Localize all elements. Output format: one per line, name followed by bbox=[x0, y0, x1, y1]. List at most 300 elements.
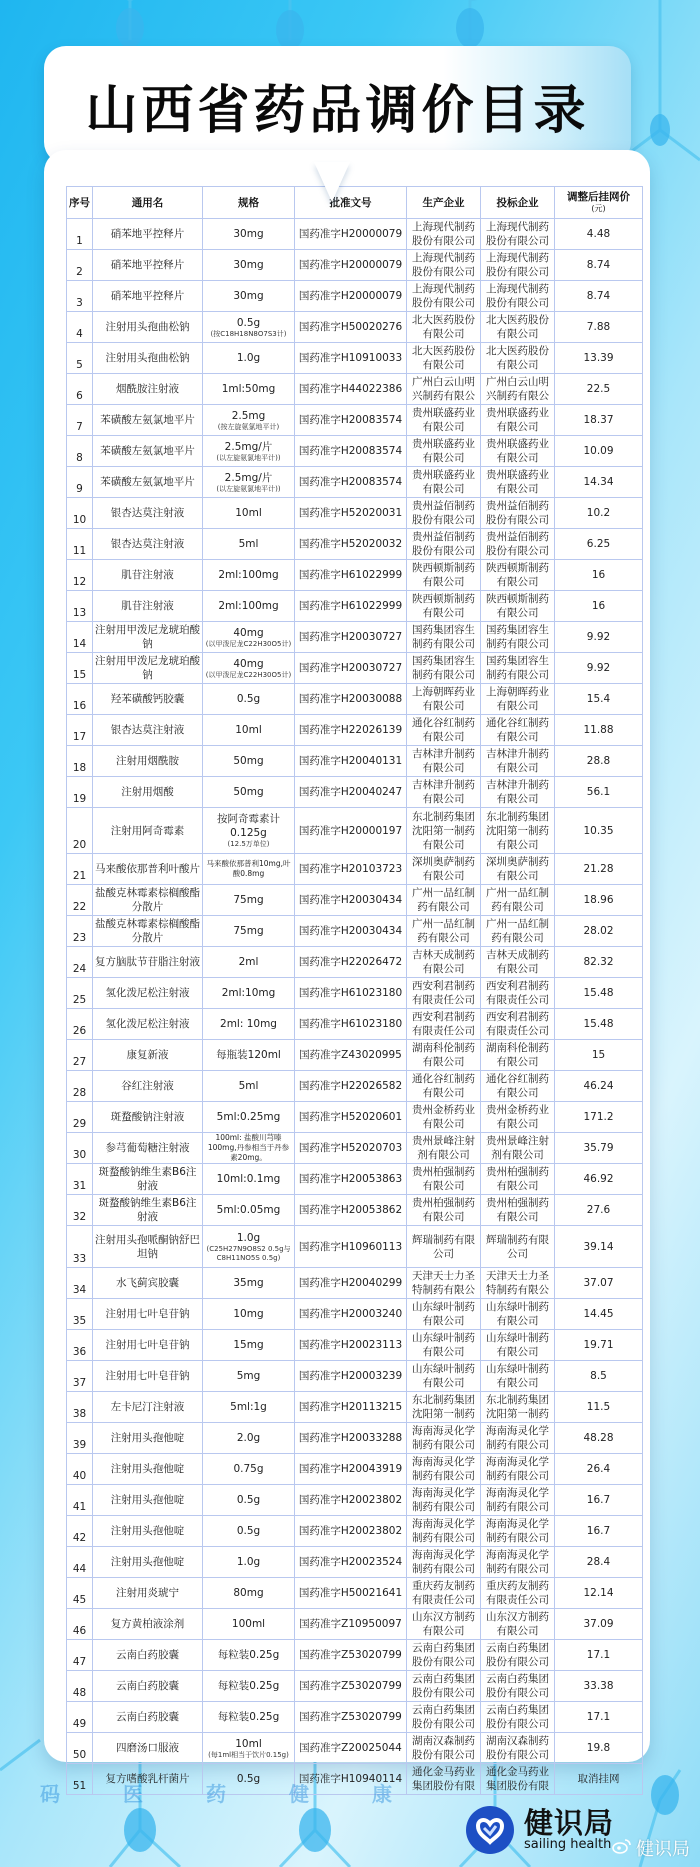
cell-bidder: 天津天士力圣特制药有限公 bbox=[481, 1268, 555, 1299]
table-row bbox=[67, 405, 643, 436]
cell-manufacturer: 辉瑞制药有限公司 bbox=[407, 1226, 481, 1268]
cell-manufacturer: 东北制药集团沈阳第一制药有限公司 bbox=[407, 808, 481, 854]
table-row bbox=[67, 1702, 643, 1733]
cell-manufacturer: 上海朝晖药业有限公司 bbox=[407, 684, 481, 715]
cell-manufacturer: 云南白药集团股份有限公司 bbox=[407, 1702, 481, 1733]
table-row bbox=[67, 684, 643, 715]
cell-approval-no: 国药准字Z53020799 bbox=[295, 1640, 407, 1671]
cell-approval-no: 国药准字H20040299 bbox=[295, 1268, 407, 1299]
table-row bbox=[67, 343, 643, 374]
cell-index: 47 bbox=[67, 1640, 93, 1671]
table-row bbox=[67, 808, 643, 854]
cell-price: 6.25 bbox=[555, 529, 643, 560]
cell-price: 48.28 bbox=[555, 1423, 643, 1454]
table-row bbox=[67, 529, 643, 560]
cell-spec bbox=[203, 1671, 295, 1702]
spec-value: 30mg bbox=[233, 290, 264, 302]
cell-price: 15.4 bbox=[555, 684, 643, 715]
cell-approval-no: 国药准字H20000079 bbox=[295, 281, 407, 312]
spec-note: (每1ml相当于饮片0.15g) bbox=[208, 1750, 289, 1759]
table-header-row bbox=[67, 187, 643, 219]
brand-name-cn: 健识局 bbox=[524, 1806, 615, 1840]
table-row bbox=[67, 591, 643, 622]
cell-generic-name: 四磨汤口服液 bbox=[93, 1733, 203, 1764]
spec-value: 2.5mg bbox=[231, 409, 266, 422]
spec-note: (12.5万单位) bbox=[227, 840, 270, 848]
cell-index: 27 bbox=[67, 1040, 93, 1071]
cell-price: 17.1 bbox=[555, 1702, 643, 1733]
cell-approval-no: 国药准字H20033288 bbox=[295, 1423, 407, 1454]
cell-approval-no: 国药准字H61022999 bbox=[295, 560, 407, 591]
cell-index: 7 bbox=[67, 405, 93, 436]
cell-spec bbox=[203, 1009, 295, 1040]
cell-price: 28.4 bbox=[555, 1547, 643, 1578]
table-row bbox=[67, 1392, 643, 1423]
cell-price: 22.5 bbox=[555, 374, 643, 405]
cell-index: 17 bbox=[67, 715, 93, 746]
cell-approval-no: 国药准字H20103723 bbox=[295, 854, 407, 885]
cell-generic-name: 苯磺酸左氨氯地平片 bbox=[93, 436, 203, 467]
cell-approval-no: 国药准字H20113215 bbox=[295, 1392, 407, 1423]
header-index: 序号 bbox=[67, 187, 93, 219]
cell-approval-no: 国药准字H20083574 bbox=[295, 467, 407, 498]
cell-price: 15.48 bbox=[555, 978, 643, 1009]
cell-bidder: 山东绿叶制药有限公司 bbox=[481, 1330, 555, 1361]
table-row bbox=[67, 715, 643, 746]
table-row bbox=[67, 885, 643, 916]
table-row bbox=[67, 467, 643, 498]
cell-manufacturer: 海南海灵化学制药有限公司 bbox=[407, 1454, 481, 1485]
table-row bbox=[67, 1733, 643, 1764]
cell-generic-name: 注射用甲泼尼龙琥珀酸钠 bbox=[93, 622, 203, 653]
cell-spec bbox=[203, 1133, 295, 1164]
cell-approval-no: 国药准字H22026472 bbox=[295, 947, 407, 978]
cell-approval-no: 国药准字H20023524 bbox=[295, 1547, 407, 1578]
cell-generic-name: 银杏达莫注射液 bbox=[93, 529, 203, 560]
cell-generic-name: 斑蝥酸钠注射液 bbox=[93, 1102, 203, 1133]
cell-manufacturer: 陕西顿斯制药有限公司 bbox=[407, 591, 481, 622]
cell-manufacturer: 陕西顿斯制药有限公司 bbox=[407, 560, 481, 591]
cell-bidder: 广州一品红制药有限公司 bbox=[481, 916, 555, 947]
cell-approval-no: 国药准字H50020276 bbox=[295, 312, 407, 343]
cell-spec bbox=[203, 498, 295, 529]
cell-generic-name: 注射用头孢他啶 bbox=[93, 1516, 203, 1547]
cell-generic-name: 苯磺酸左氨氯地平片 bbox=[93, 467, 203, 498]
page-title: 山西省药品调价目录 bbox=[85, 80, 590, 141]
cell-manufacturer: 上海现代制药股份有限公司 bbox=[407, 250, 481, 281]
cell-approval-no: 国药准字H20043919 bbox=[295, 1454, 407, 1485]
cell-generic-name: 银杏达莫注射液 bbox=[93, 498, 203, 529]
price-table-card bbox=[44, 150, 650, 1792]
cell-index: 39 bbox=[67, 1423, 93, 1454]
cell-bidder: 北大医药股份有限公司 bbox=[481, 343, 555, 374]
cell-spec bbox=[203, 343, 295, 374]
header-spec: 规格 bbox=[203, 187, 295, 219]
cell-approval-no: 国药准字H20023802 bbox=[295, 1516, 407, 1547]
spec-note: (以甲泼尼龙C22H30O5计) bbox=[205, 670, 292, 679]
cell-price: 8.5 bbox=[555, 1361, 643, 1392]
table-row bbox=[67, 1578, 643, 1609]
spec-value: 5mg bbox=[236, 1370, 261, 1382]
cell-manufacturer: 海南海灵化学制药有限公司 bbox=[407, 1485, 481, 1516]
spec-note: (C25H27N9O8S2 0.5g与C8H11NO5S 0.5g) bbox=[206, 1244, 291, 1262]
cell-manufacturer: 广州一品红制药有限公司 bbox=[407, 885, 481, 916]
table-row bbox=[67, 1609, 643, 1640]
spec-value: 5ml:0.05mg bbox=[216, 1204, 281, 1216]
table-row bbox=[67, 1268, 643, 1299]
cell-bidder: 北大医药股份有限公司 bbox=[481, 312, 555, 343]
spec-value: 15mg bbox=[233, 1339, 264, 1351]
cell-bidder: 上海朝晖药业有限公司 bbox=[481, 684, 555, 715]
spec-value: 1.0g bbox=[236, 352, 261, 364]
cell-price: 15.48 bbox=[555, 1009, 643, 1040]
cell-approval-no: 国药准字Z20025044 bbox=[295, 1733, 407, 1764]
cell-index: 49 bbox=[67, 1702, 93, 1733]
cell-manufacturer: 北大医药股份有限公司 bbox=[407, 312, 481, 343]
cell-manufacturer: 山东绿叶制药有限公司 bbox=[407, 1361, 481, 1392]
cell-index: 18 bbox=[67, 746, 93, 777]
cell-price: 33.38 bbox=[555, 1671, 643, 1702]
cell-approval-no: 国药准字H20000079 bbox=[295, 219, 407, 250]
cell-index: 31 bbox=[67, 1164, 93, 1195]
cell-index: 28 bbox=[67, 1071, 93, 1102]
cell-spec bbox=[203, 250, 295, 281]
cell-price: 37.07 bbox=[555, 1268, 643, 1299]
spec-note: (按左旋氨氯地平计) bbox=[217, 422, 280, 431]
header-bidder: 投标企业 bbox=[481, 187, 555, 219]
slogan-char: 健 bbox=[289, 1782, 309, 1806]
cell-generic-name: 注射用头孢曲松钠 bbox=[93, 343, 203, 374]
cell-approval-no: 国药准字H52020601 bbox=[295, 1102, 407, 1133]
cell-approval-no: 国药准字H44022386 bbox=[295, 374, 407, 405]
cell-generic-name: 斑蝥酸钠维生素B6注射液 bbox=[93, 1164, 203, 1195]
cell-generic-name: 斑蝥酸钠维生素B6注射液 bbox=[93, 1195, 203, 1226]
table-row bbox=[67, 916, 643, 947]
cell-spec bbox=[203, 1392, 295, 1423]
cell-generic-name: 复方脑肽节苷脂注射液 bbox=[93, 947, 203, 978]
table-row bbox=[67, 653, 643, 684]
table-row bbox=[67, 374, 643, 405]
cell-bidder: 湖南科伦制药有限公司 bbox=[481, 1040, 555, 1071]
cell-index: 50 bbox=[67, 1733, 93, 1764]
cell-approval-no: 国药准字H50021641 bbox=[295, 1578, 407, 1609]
spec-value: 1.0g bbox=[236, 1556, 261, 1568]
cell-generic-name: 注射用炎琥宁 bbox=[93, 1578, 203, 1609]
cell-bidder: 上海现代制药股份有限公司 bbox=[481, 219, 555, 250]
cell-approval-no: 国药准字H20023113 bbox=[295, 1330, 407, 1361]
spec-value: 10ml bbox=[235, 724, 262, 736]
cell-generic-name: 云南白药胶囊 bbox=[93, 1640, 203, 1671]
cell-spec bbox=[203, 1299, 295, 1330]
cell-generic-name: 注射用头孢他啶 bbox=[93, 1454, 203, 1485]
cell-generic-name: 复方黄柏液涂剂 bbox=[93, 1609, 203, 1640]
cell-manufacturer: 广州一品红制药有限公司 bbox=[407, 916, 481, 947]
table-row bbox=[67, 777, 643, 808]
cell-spec bbox=[203, 374, 295, 405]
table-row bbox=[67, 1516, 643, 1547]
cell-bidder: 东北制药集团沈阳第一制药有限公司 bbox=[481, 808, 555, 854]
cell-manufacturer: 贵州柏强制药有限公司 bbox=[407, 1195, 481, 1226]
cell-manufacturer: 山东汉方制药有限公司 bbox=[407, 1609, 481, 1640]
table-row bbox=[67, 1164, 643, 1195]
cell-index: 33 bbox=[67, 1226, 93, 1268]
cell-manufacturer: 东北制药集团沈阳第一制药 bbox=[407, 1392, 481, 1423]
cell-generic-name: 康复新液 bbox=[93, 1040, 203, 1071]
spec-value: 1.0g bbox=[236, 1231, 261, 1244]
cell-spec bbox=[203, 405, 295, 436]
cell-generic-name: 硝苯地平控释片 bbox=[93, 250, 203, 281]
table-row bbox=[67, 1454, 643, 1485]
cell-spec bbox=[203, 1040, 295, 1071]
table-row bbox=[67, 1195, 643, 1226]
cell-bidder: 贵州联盛药业有限公司 bbox=[481, 405, 555, 436]
header-price-label: 调整后挂网价 bbox=[567, 190, 630, 203]
header-manufacturer: 生产企业 bbox=[407, 187, 481, 219]
cell-price: 7.88 bbox=[555, 312, 643, 343]
cell-price: 16 bbox=[555, 560, 643, 591]
cell-manufacturer: 通化谷红制药有限公司 bbox=[407, 1071, 481, 1102]
spec-value: 35mg bbox=[233, 1277, 264, 1289]
cell-index: 45 bbox=[67, 1578, 93, 1609]
table-row bbox=[67, 854, 643, 885]
cell-manufacturer: 广州白云山明兴制药有限公 bbox=[407, 374, 481, 405]
cell-price: 11.88 bbox=[555, 715, 643, 746]
cell-price: 9.92 bbox=[555, 622, 643, 653]
cell-bidder: 吉林天成制药有限公司 bbox=[481, 947, 555, 978]
spec-value: 按阿奇霉素计0.125g bbox=[217, 813, 280, 839]
cell-approval-no: 国药准字H20023802 bbox=[295, 1485, 407, 1516]
spec-value: 0.5g bbox=[236, 1525, 261, 1537]
cell-approval-no: 国药准字H20040247 bbox=[295, 777, 407, 808]
cell-index: 6 bbox=[67, 374, 93, 405]
cell-bidder: 辉瑞制药有限公司 bbox=[481, 1226, 555, 1268]
table-row bbox=[67, 1547, 643, 1578]
cell-index: 26 bbox=[67, 1009, 93, 1040]
cell-generic-name: 马来酸依那普利叶酸片 bbox=[93, 854, 203, 885]
cell-manufacturer: 深圳奥萨制药有限公司 bbox=[407, 854, 481, 885]
cell-bidder: 山东绿叶制药有限公司 bbox=[481, 1361, 555, 1392]
cell-price: 37.09 bbox=[555, 1609, 643, 1640]
cell-bidder: 东北制药集团沈阳第一制药 bbox=[481, 1392, 555, 1423]
cell-price: 15 bbox=[555, 1040, 643, 1071]
cell-index: 9 bbox=[67, 467, 93, 498]
cell-approval-no: 国药准字H10910033 bbox=[295, 343, 407, 374]
cell-manufacturer: 通化金马药业集团股份有限 bbox=[407, 1764, 481, 1795]
cell-generic-name: 注射用甲泼尼龙琥珀酸钠 bbox=[93, 653, 203, 684]
cell-price: 35.79 bbox=[555, 1133, 643, 1164]
cell-price: 18.37 bbox=[555, 405, 643, 436]
cell-manufacturer: 贵州联盛药业有限公司 bbox=[407, 467, 481, 498]
table-row bbox=[67, 1671, 643, 1702]
cell-index: 3 bbox=[67, 281, 93, 312]
cell-index: 35 bbox=[67, 1299, 93, 1330]
cell-index: 5 bbox=[67, 343, 93, 374]
cell-spec bbox=[203, 1578, 295, 1609]
cell-approval-no: 国药准字H22026139 bbox=[295, 715, 407, 746]
cell-approval-no: 国药准字H20003240 bbox=[295, 1299, 407, 1330]
spec-value: 30mg bbox=[233, 228, 264, 240]
cell-bidder: 通化谷红制药有限公司 bbox=[481, 1071, 555, 1102]
cell-spec bbox=[203, 467, 295, 498]
cell-index: 51 bbox=[67, 1764, 93, 1795]
cell-spec bbox=[203, 1640, 295, 1671]
cell-bidder: 西安利君制药有限责任公司 bbox=[481, 1009, 555, 1040]
brand-logo bbox=[466, 1806, 614, 1854]
cell-generic-name: 硝苯地平控释片 bbox=[93, 219, 203, 250]
cell-generic-name: 注射用头孢他啶 bbox=[93, 1547, 203, 1578]
cell-index: 19 bbox=[67, 777, 93, 808]
spec-value: 0.75g bbox=[233, 1463, 264, 1475]
cell-index: 13 bbox=[67, 591, 93, 622]
cell-spec bbox=[203, 715, 295, 746]
cell-spec bbox=[203, 1423, 295, 1454]
cell-spec bbox=[203, 1102, 295, 1133]
cell-generic-name: 盐酸克林霉素棕榈酸酯分散片 bbox=[93, 916, 203, 947]
cell-bidder: 山东汉方制药有限公司 bbox=[481, 1609, 555, 1640]
cell-approval-no: 国药准字H20083574 bbox=[295, 405, 407, 436]
cell-generic-name: 复方嗜酸乳杆菌片 bbox=[93, 1764, 203, 1795]
cell-approval-no: 国药准字H20030088 bbox=[295, 684, 407, 715]
cell-price: 46.92 bbox=[555, 1164, 643, 1195]
table-row bbox=[67, 1040, 643, 1071]
spec-value: 40mg bbox=[233, 626, 264, 639]
cell-generic-name: 注射用七叶皂苷钠 bbox=[93, 1299, 203, 1330]
cell-approval-no: 国药准字H20000197 bbox=[295, 808, 407, 854]
cell-index: 15 bbox=[67, 653, 93, 684]
spec-value: 40mg bbox=[233, 657, 264, 670]
spec-value: 1ml:50mg bbox=[221, 383, 276, 395]
cell-price: 28.02 bbox=[555, 916, 643, 947]
cell-manufacturer: 海南海灵化学制药有限公司 bbox=[407, 1516, 481, 1547]
cell-bidder: 贵州联盛药业有限公司 bbox=[481, 436, 555, 467]
cell-spec bbox=[203, 1268, 295, 1299]
table-row bbox=[67, 1485, 643, 1516]
cell-index: 42 bbox=[67, 1516, 93, 1547]
cell-spec bbox=[203, 560, 295, 591]
cell-spec bbox=[203, 436, 295, 467]
cell-bidder: 海南海灵化学制药有限公司 bbox=[481, 1423, 555, 1454]
table-row bbox=[67, 1299, 643, 1330]
cell-price: 18.96 bbox=[555, 885, 643, 916]
cell-manufacturer: 海南海灵化学制药有限公司 bbox=[407, 1423, 481, 1454]
cell-generic-name: 羟苯磺酸钙胶囊 bbox=[93, 684, 203, 715]
cell-price: 28.8 bbox=[555, 746, 643, 777]
cell-price: 46.24 bbox=[555, 1071, 643, 1102]
cell-index: 20 bbox=[67, 808, 93, 854]
cell-bidder: 深圳奥萨制药有限公司 bbox=[481, 854, 555, 885]
cell-price: 10.35 bbox=[555, 808, 643, 854]
cell-price: 16.7 bbox=[555, 1485, 643, 1516]
cell-generic-name: 水飞蓟宾胶囊 bbox=[93, 1268, 203, 1299]
cell-index: 14 bbox=[67, 622, 93, 653]
cell-index: 21 bbox=[67, 854, 93, 885]
table-row bbox=[67, 1330, 643, 1361]
cell-spec bbox=[203, 1702, 295, 1733]
cell-index: 29 bbox=[67, 1102, 93, 1133]
cell-spec bbox=[203, 219, 295, 250]
cell-approval-no: 国药准字H22026582 bbox=[295, 1071, 407, 1102]
cell-index: 24 bbox=[67, 947, 93, 978]
cell-price: 171.2 bbox=[555, 1102, 643, 1133]
cell-generic-name: 注射用七叶皂苷钠 bbox=[93, 1330, 203, 1361]
cell-bidder: 贵州联盛药业有限公司 bbox=[481, 467, 555, 498]
cell-spec bbox=[203, 978, 295, 1009]
spec-value: 100ml: 盐酸川芎嗪100mg,丹参相当于丹参素20mg。 bbox=[207, 1133, 290, 1162]
cell-spec bbox=[203, 622, 295, 653]
cell-generic-name: 左卡尼汀注射液 bbox=[93, 1392, 203, 1423]
spec-value: 2ml: 10mg bbox=[220, 1018, 277, 1030]
cell-spec bbox=[203, 1164, 295, 1195]
cell-generic-name: 注射用七叶皂苷钠 bbox=[93, 1361, 203, 1392]
table-row bbox=[67, 622, 643, 653]
cell-price: 14.34 bbox=[555, 467, 643, 498]
cell-price: 19.8 bbox=[555, 1733, 643, 1764]
table-row bbox=[67, 1009, 643, 1040]
cell-index: 34 bbox=[67, 1268, 93, 1299]
cell-price: 10.09 bbox=[555, 436, 643, 467]
cell-manufacturer: 吉林天成制药有限公司 bbox=[407, 947, 481, 978]
cell-generic-name: 烟酰胺注射液 bbox=[93, 374, 203, 405]
cell-generic-name: 氢化泼尼松注射液 bbox=[93, 1009, 203, 1040]
watermark-text: 健识局 bbox=[636, 1839, 690, 1860]
cell-approval-no: 国药准字Z53020799 bbox=[295, 1671, 407, 1702]
cell-spec bbox=[203, 808, 295, 854]
cell-approval-no: 国药准字H61023180 bbox=[295, 1009, 407, 1040]
header-generic-name: 通用名 bbox=[93, 187, 203, 219]
cell-index: 2 bbox=[67, 250, 93, 281]
spec-value: 每瓶装120ml bbox=[216, 1049, 281, 1061]
cell-spec bbox=[203, 653, 295, 684]
cell-generic-name: 云南白药胶囊 bbox=[93, 1671, 203, 1702]
title-banner bbox=[44, 46, 631, 164]
cell-spec bbox=[203, 529, 295, 560]
cell-index: 46 bbox=[67, 1609, 93, 1640]
cell-spec bbox=[203, 746, 295, 777]
cell-price: 82.32 bbox=[555, 947, 643, 978]
cell-manufacturer: 西安利君制药有限责任公司 bbox=[407, 1009, 481, 1040]
cell-bidder: 陕西顿斯制药有限公司 bbox=[481, 560, 555, 591]
cell-spec bbox=[203, 1485, 295, 1516]
spec-value: 10ml:0.1mg bbox=[216, 1173, 281, 1185]
cell-index: 10 bbox=[67, 498, 93, 529]
header-price-unit: (元) bbox=[591, 203, 606, 213]
table-body bbox=[67, 219, 643, 1795]
footer-slogan bbox=[40, 1778, 455, 1807]
cell-generic-name: 苯磺酸左氨氯地平片 bbox=[93, 405, 203, 436]
table-row bbox=[67, 1423, 643, 1454]
spec-value: 5ml:1g bbox=[230, 1401, 267, 1413]
cell-approval-no: 国药准字H10960113 bbox=[295, 1226, 407, 1268]
spec-value: 10ml bbox=[235, 507, 262, 519]
cell-approval-no: 国药准字H10940114 bbox=[295, 1764, 407, 1795]
spec-value: 每粒装0.25g bbox=[217, 1680, 280, 1692]
cell-manufacturer: 山东绿叶制药有限公司 bbox=[407, 1330, 481, 1361]
cell-spec bbox=[203, 281, 295, 312]
cell-spec bbox=[203, 1195, 295, 1226]
cell-index: 40 bbox=[67, 1454, 93, 1485]
cell-generic-name: 注射用烟酰胺 bbox=[93, 746, 203, 777]
spec-value: 75mg bbox=[233, 894, 264, 906]
spec-value: 0.5g bbox=[236, 693, 261, 705]
cell-manufacturer: 天津天士力圣特制药有限公 bbox=[407, 1268, 481, 1299]
spec-value: 80mg bbox=[233, 1587, 264, 1599]
spec-value: 10ml bbox=[235, 1737, 262, 1750]
cell-generic-name: 谷红注射液 bbox=[93, 1071, 203, 1102]
cell-bidder: 贵州益佰制药股份有限公司 bbox=[481, 498, 555, 529]
cell-bidder: 湖南汉森制药股份有限公司 bbox=[481, 1733, 555, 1764]
spec-value: 2.5mg/片 bbox=[224, 440, 273, 453]
cell-bidder: 广州白云山明兴制药有限公 bbox=[481, 374, 555, 405]
